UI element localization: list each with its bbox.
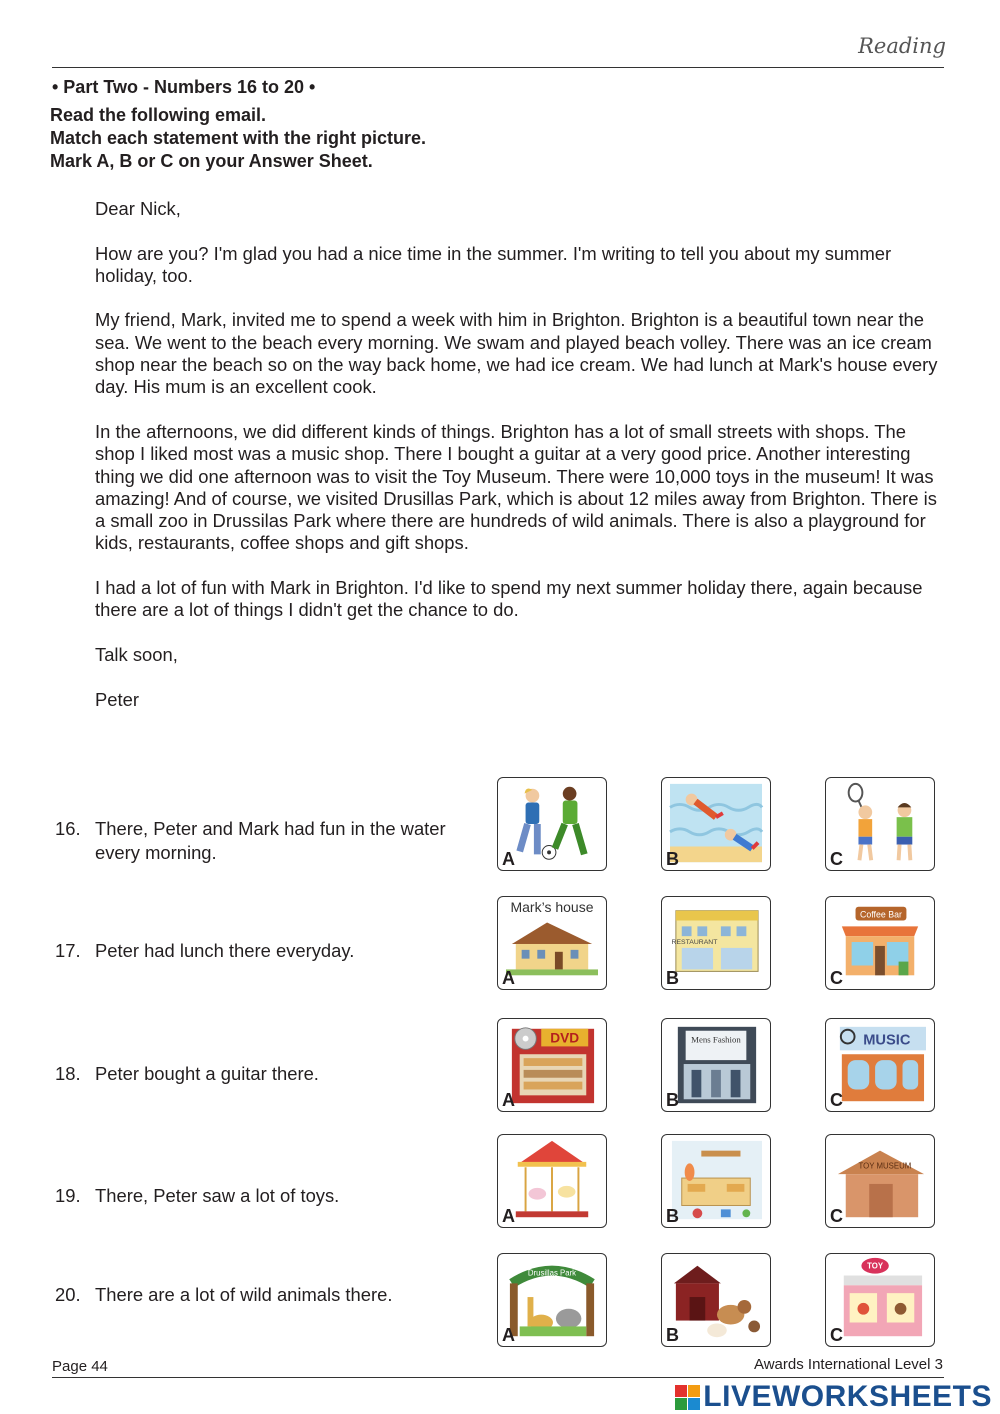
instructions [50,104,426,173]
option-20-b[interactable] [661,1253,771,1347]
option-16-b[interactable] [661,777,771,871]
instruction-line: Read the following email. [50,105,267,125]
option-19-a[interactable] [497,1134,607,1228]
email-paragraph: How are you? I'm glad you had a nice time in the summer. I'm writing to tell you about my summer holiday, too. [95,242,892,286]
email-paragraph: My friend, Mark, invited me to spend a week with him in Brighton. Brighton is a beautiful town near the sea. We went to the beach every morning. We swam and played beach volley. There was an ice cream shop near the beach so on the way back home, we had ice cream. We had lunch at Mark's house every day. His mum is an excellent cook. [95,309,938,398]
liveworksheets-logo [675,1380,992,1414]
option-letter: A [502,968,515,988]
option-20-a[interactable] [497,1253,607,1347]
option-letter: B [666,1206,679,1226]
email-signature: Peter [95,688,139,710]
option-20-c[interactable] [825,1253,935,1347]
option-17-c[interactable] [825,896,935,990]
option-letter: B [666,1325,679,1345]
question-16 [55,817,485,865]
option-18-b[interactable] [661,1018,771,1112]
option-16-a[interactable] [497,777,607,871]
question-text: There, Peter saw a lot of toys. [95,1185,340,1206]
part-title: • Part Two - Numbers 16 to 20 • [52,77,316,97]
question-number: 18. [55,1063,81,1084]
question-text: There are a lot of wild animals there. [95,1284,393,1305]
option-letter: B [666,849,679,869]
option-letter: A [502,1325,515,1345]
option-19-c[interactable] [825,1134,935,1228]
option-letter: A [502,1090,515,1110]
email-body [95,198,950,733]
option-19-b[interactable] [661,1134,771,1228]
option-letter: B [666,968,679,988]
option-17-a[interactable] [497,896,607,990]
instruction-line: Mark A, B or C on your Answer Sheet. [50,151,373,171]
question-text: Peter had lunch there everyday. [95,940,355,961]
option-18-c[interactable] [825,1018,935,1112]
question-19 [55,1184,485,1208]
question-number: 19. [55,1185,81,1206]
instruction-line: Match each statement with the right picture. [50,128,427,148]
toy-museum-sign: TOY MUSEUM [858,1161,912,1171]
question-18 [55,1062,485,1086]
email-closing: Talk soon, [95,643,178,665]
option-letter: C [830,849,843,869]
option-16-c[interactable] [825,777,935,871]
page-number: Page 44 [52,1358,108,1375]
option-letter: C [830,968,843,988]
option-letter: C [830,1325,843,1345]
email-greeting: Dear Nick, [95,198,181,219]
fashion-sign: Mens Fashion [691,1034,741,1045]
option-letter: A [502,849,515,869]
music-sign: MUSIC [863,1032,911,1049]
email-paragraph: In the afternoons, we did different kinds of things. Brighton has a lot of small streets with shops. The shop I liked most was a music shop. There I bought a guitar at a very good price. Another interesting thing we did one afternoon was to visit the Toy Museum. There were 10,000 toys in the museum! It was amazing! And of course, we visited Drusillas Park, which is about 12 miles away from Brighton. There is a small zoo in Drussilas Park where there are hundreds of wild animals. There is also a playground for kids, restaurants, coffee shops and gift shops. [95,420,937,554]
header-divider [52,67,944,68]
park-sign: Drusillas Park [527,1268,577,1278]
option-letter: C [830,1206,843,1226]
dvd-sign: DVD [550,1030,580,1046]
coffee-bar-sign: Coffee Bar [860,909,902,920]
series-label: Awards International Level 3 [753,1356,943,1373]
question-number: 20. [55,1284,81,1305]
question-text: There, Peter and Mark had fun in the water every morning. [95,818,446,863]
restaurant-sign: RESTAURANT [671,938,718,946]
question-number: 16. [55,818,81,839]
question-20 [55,1283,485,1307]
option-letter: A [502,1206,515,1226]
footer-divider [52,1377,944,1378]
logo-badge-icon [675,1385,700,1410]
option-17-b[interactable] [661,896,771,990]
toy-shop-sign: TOY [867,1261,884,1271]
picture-caption: Mark’s house [510,899,594,915]
option-letter: C [830,1090,843,1110]
question-text: Peter bought a guitar there. [95,1063,319,1084]
question-number: 17. [55,940,81,961]
option-18-a[interactable] [497,1018,607,1112]
logo-text: LIVEWORKSHEETS [703,1380,992,1413]
email-paragraph: I had a lot of fun with Mark in Brighton. I'd like to spend my next summer holiday there, again because there are a lot of things I didn't get the chance to do. [95,577,923,621]
option-letter: B [666,1090,679,1110]
section-label: Reading [858,34,946,58]
question-17 [55,939,485,963]
